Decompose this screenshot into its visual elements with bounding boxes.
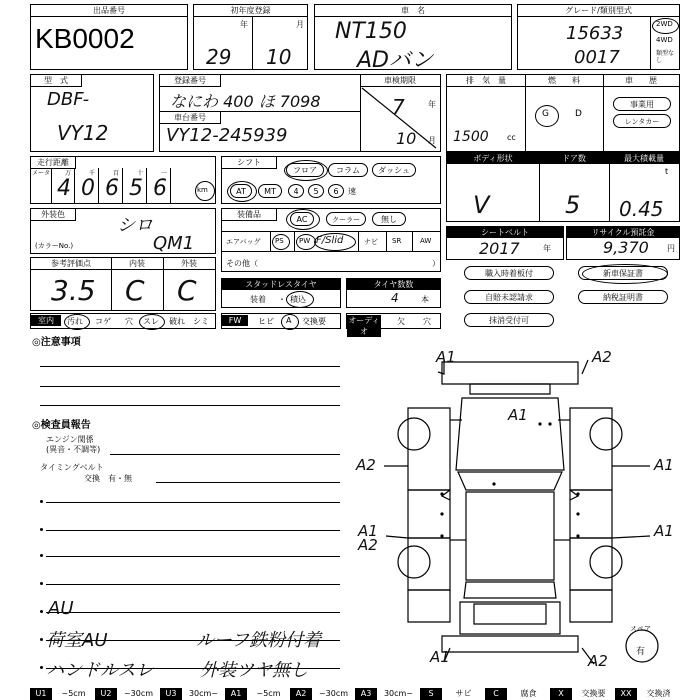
car-name-line2: ADバン bbox=[357, 48, 433, 73]
shift-floor: フロア bbox=[286, 163, 324, 177]
legend-code: X bbox=[550, 688, 572, 700]
bullet-dot bbox=[40, 610, 43, 613]
bullet-dot bbox=[40, 638, 43, 641]
interior-row bbox=[30, 313, 216, 329]
meter-label: メータ bbox=[31, 168, 52, 203]
tire-count-label: タイヤ数数 bbox=[347, 279, 440, 290]
first-reg-year: 29 bbox=[206, 45, 232, 69]
history-label: 車 歴 bbox=[625, 76, 657, 85]
color-box bbox=[30, 208, 216, 254]
shift-floor-circle bbox=[284, 160, 328, 181]
fw-a: A bbox=[286, 316, 292, 325]
equip-other-label: その他（ bbox=[226, 259, 258, 268]
interior-hole: 穴 bbox=[125, 317, 133, 326]
timing-label: タイミングベルト bbox=[40, 463, 104, 472]
studless-label: スタッドレスタイヤ bbox=[222, 279, 340, 290]
mileage-digit-cell bbox=[123, 168, 147, 203]
chassis-value: VY12-245939 bbox=[166, 125, 288, 146]
car-name-label: 車 名 bbox=[315, 5, 511, 17]
mileage-digit: 5 bbox=[129, 176, 143, 201]
legend-text: ~5cm bbox=[61, 689, 86, 698]
inspector-title: ◎検査員報告 bbox=[32, 420, 91, 431]
shift-at-circle bbox=[227, 181, 257, 202]
seatbelt-year: 2017 bbox=[479, 239, 520, 258]
mileage-digit: 0 bbox=[81, 176, 95, 201]
equipment-label: 装備品 bbox=[222, 209, 277, 221]
model-prefix: DBF- bbox=[47, 89, 90, 110]
doc-item-5: 納税証明書 bbox=[578, 290, 668, 304]
doc-item-3: 抹消受付可 bbox=[464, 313, 554, 327]
mileage-unit: 千 bbox=[89, 170, 96, 177]
interior-score: C bbox=[125, 274, 145, 307]
model-code: VY12 bbox=[57, 121, 109, 145]
tire-count-unit: 本 bbox=[421, 295, 429, 304]
note-line bbox=[46, 584, 340, 585]
score-box bbox=[30, 257, 216, 311]
shift-dash: ダッシュ bbox=[372, 163, 416, 177]
drive-4wd: 4WD bbox=[656, 36, 673, 44]
month-unit-label: 月 bbox=[296, 20, 304, 29]
spare-value: 有 bbox=[636, 647, 646, 657]
recycle-label: リサイクル預託金 bbox=[567, 227, 679, 238]
first-reg-month: 10 bbox=[266, 45, 292, 69]
equip-airbag: エアバッグ bbox=[226, 238, 261, 246]
seatbelt-label: シートベルト bbox=[447, 227, 563, 238]
damage-legend bbox=[30, 688, 680, 700]
studless-box bbox=[221, 278, 341, 308]
bullet-dot bbox=[40, 554, 43, 557]
legend-text: ~30cm bbox=[318, 689, 349, 698]
mark-rear-left: A1 bbox=[430, 648, 450, 666]
exterior-score-label: 外装 bbox=[181, 259, 197, 268]
fw-crack: ヒビ bbox=[258, 317, 274, 326]
overall-score-label: 参考評価点 bbox=[51, 259, 91, 268]
studless-sep: ・ bbox=[278, 295, 286, 304]
exterior-color-value: シロ bbox=[117, 215, 153, 236]
audio-hole: 穴 bbox=[423, 317, 431, 326]
engine-fuel-box bbox=[446, 74, 680, 152]
equip-fslid: F/Slid bbox=[316, 235, 344, 246]
mileage-unit: 百 bbox=[113, 170, 120, 177]
type-code: 0017 bbox=[574, 47, 620, 68]
equip-pw-circle bbox=[296, 234, 316, 250]
doc-item-1: 職入時着板付 bbox=[464, 266, 554, 280]
equip-aw: AW bbox=[420, 237, 432, 245]
body-shape-value: V bbox=[473, 191, 490, 219]
audio-missing: 欠 bbox=[397, 317, 405, 326]
legend-code: A1 bbox=[225, 688, 247, 700]
drive-2wd: 2WD bbox=[656, 20, 673, 28]
shift-6: 6 bbox=[328, 184, 344, 198]
mark-left-rear-2: A2 bbox=[358, 536, 378, 554]
studless-loaded-circle bbox=[286, 291, 314, 308]
legend-text: 30cm~ bbox=[383, 689, 414, 698]
mark-left-rear: A1 bbox=[358, 522, 378, 540]
legend-code: A2 bbox=[290, 688, 312, 700]
note-line bbox=[46, 556, 340, 557]
overall-score: 3.5 bbox=[51, 274, 96, 307]
exterior-color-label: 外装色 bbox=[31, 209, 76, 221]
bullet-dot bbox=[40, 582, 43, 585]
audio-row-label: オーディオ bbox=[348, 316, 380, 336]
max-load-label: 最大積載量 bbox=[624, 154, 664, 163]
equip-ps-circle bbox=[272, 234, 290, 250]
model-label: 型 式 bbox=[31, 75, 82, 87]
plate-value: なにわ 400 ほ 7098 bbox=[170, 92, 321, 111]
interior-burn: コゲ bbox=[95, 317, 111, 326]
legend-code: A3 bbox=[355, 688, 377, 700]
note-line bbox=[46, 502, 340, 503]
history-commercial: 事業用 bbox=[613, 97, 671, 111]
interior-tear: 破れ bbox=[169, 317, 185, 326]
interior-dirt-circle bbox=[64, 314, 90, 330]
interior-rub: スレ bbox=[143, 317, 159, 326]
note-steering: ハンドルスレ bbox=[46, 660, 154, 681]
tire-count-value: 4 bbox=[391, 291, 399, 305]
interior-row-label: 室内 bbox=[31, 315, 61, 326]
caution-title: ◎注意事項 bbox=[32, 337, 81, 348]
engine-sub: (異音・不調等) bbox=[46, 445, 101, 454]
inspection-month-unit: 月 bbox=[428, 136, 436, 145]
fuel-g: G bbox=[542, 109, 549, 119]
displacement-label: 排 気 量 bbox=[466, 76, 506, 85]
color-no-label: (カラーNo.) bbox=[35, 242, 74, 250]
note-au: AU bbox=[48, 598, 74, 619]
shift-4: 4 bbox=[288, 184, 304, 198]
equip-other-close: ） bbox=[432, 259, 440, 268]
legend-code: U3 bbox=[160, 688, 182, 700]
legend-text: 交換済 bbox=[646, 689, 671, 698]
mileage-digit: 6 bbox=[153, 176, 167, 201]
equip-cooler: クーラー bbox=[326, 212, 366, 226]
mileage-digit: 6 bbox=[105, 176, 119, 201]
max-load-value: 0.45 bbox=[619, 197, 664, 221]
plate-label: 登録番号 bbox=[160, 75, 221, 87]
tire-count-box bbox=[346, 278, 441, 308]
equip-fslid-circle bbox=[314, 233, 356, 251]
legend-text: ~5cm bbox=[256, 689, 281, 698]
interior-dirt: 汚れ bbox=[67, 317, 83, 326]
equip-sr: SR bbox=[392, 237, 402, 245]
legend-text: サビ bbox=[455, 689, 472, 698]
legend-code: U1 bbox=[30, 688, 52, 700]
inspection-strike bbox=[360, 86, 440, 151]
inspection-label: 車検期限 bbox=[360, 75, 440, 87]
shift-speed: 速 bbox=[348, 187, 356, 196]
lot-number: KB0002 bbox=[35, 23, 135, 54]
doc-item-4-circle bbox=[582, 264, 668, 284]
chassis-label: 車台番号 bbox=[160, 112, 221, 124]
interior-stain: シミ bbox=[193, 317, 209, 326]
first-registration-box bbox=[193, 4, 308, 70]
recycle-value: 9,370 bbox=[603, 238, 649, 257]
car-name-line1: NT150 bbox=[335, 19, 407, 44]
mark-front-left: A1 bbox=[436, 348, 456, 366]
legend-code: XX bbox=[615, 688, 637, 700]
inspection-year-unit: 年 bbox=[428, 100, 436, 109]
fw-replace: 交換要 bbox=[302, 317, 326, 326]
km-label: km bbox=[197, 186, 208, 194]
note-cargo-au: 荷室AU bbox=[46, 630, 108, 651]
shift-column: コラム bbox=[328, 163, 368, 177]
engine-label: エンジン関係 bbox=[46, 435, 94, 444]
model-box bbox=[30, 74, 154, 152]
fuel-d: D bbox=[575, 109, 582, 119]
drive-none: 類型なし bbox=[656, 50, 675, 64]
registration-box bbox=[159, 74, 441, 152]
legend-code: S bbox=[420, 688, 442, 700]
bullet-dot bbox=[40, 500, 43, 503]
bullet-dot bbox=[40, 666, 43, 669]
mark-hood: A1 bbox=[508, 406, 528, 424]
equip-ac: AC bbox=[290, 212, 314, 226]
inspection-year: 7 bbox=[392, 95, 405, 119]
shift-at: AT bbox=[230, 184, 252, 198]
shift-box bbox=[221, 156, 441, 204]
equip-ps: PS bbox=[275, 237, 284, 245]
year-unit-label: 年 bbox=[240, 20, 248, 29]
mark-right-rear: A1 bbox=[654, 522, 674, 540]
doc-item-2: 自賠未認請求 bbox=[464, 290, 554, 304]
grade-box bbox=[517, 4, 680, 70]
recycle-unit: 円 bbox=[667, 244, 675, 253]
grade-code: 15633 bbox=[566, 23, 624, 44]
legend-text: 30cm~ bbox=[188, 689, 219, 698]
displacement-value: 1500 bbox=[453, 129, 489, 145]
seatbelt-year-unit: 年 bbox=[543, 244, 551, 253]
body-shape-label: ボディ形状 bbox=[473, 154, 513, 163]
note-roof: ルーフ鉄粉付着 bbox=[196, 630, 322, 651]
audio-row bbox=[346, 313, 441, 336]
equip-pw: PW bbox=[299, 237, 311, 245]
equip-navi: ナビ bbox=[364, 238, 378, 246]
mileage-unit: 十 bbox=[137, 170, 144, 177]
mileage-digit-cell bbox=[51, 168, 75, 203]
displacement-unit: cc bbox=[507, 133, 516, 142]
equipment-box bbox=[221, 208, 441, 272]
equip-ac-circle bbox=[286, 209, 320, 230]
mileage-digit-cell bbox=[147, 168, 171, 203]
note-line bbox=[46, 530, 340, 531]
body-box bbox=[446, 152, 680, 222]
note-exterior: 外装ツヤ無し bbox=[200, 660, 308, 681]
equip-none: 無し bbox=[372, 212, 406, 226]
fuel-label: 燃 料 bbox=[548, 76, 580, 85]
shift-mt: MT bbox=[258, 184, 282, 198]
doc-item-4: 新車保証書 bbox=[578, 266, 668, 280]
lot-number-box bbox=[30, 4, 188, 70]
bullet-dot bbox=[40, 528, 43, 531]
doors-label: ドア数 bbox=[562, 154, 586, 163]
mileage-box bbox=[30, 156, 216, 204]
legend-text: 交換要 bbox=[581, 689, 606, 698]
note-line bbox=[46, 612, 340, 613]
history-rental: レンタカー bbox=[613, 114, 671, 128]
legend-code: C bbox=[485, 688, 507, 700]
recycle-box bbox=[566, 226, 680, 260]
car-name-box bbox=[314, 4, 512, 73]
shift-label: シフト bbox=[222, 157, 277, 169]
legend-text: ~30cm bbox=[123, 689, 154, 698]
studless-loaded: 積込 bbox=[290, 295, 306, 304]
mileage-unit: 万 bbox=[65, 170, 72, 177]
exterior-score: C bbox=[177, 274, 197, 307]
inspection-month: 10 bbox=[396, 129, 417, 148]
doors-value: 5 bbox=[565, 191, 581, 219]
legend-code: U2 bbox=[95, 688, 117, 700]
mileage-digit: 4 bbox=[57, 176, 71, 201]
fw-a-circle bbox=[281, 314, 299, 330]
studless-mounted: 装着 bbox=[250, 295, 266, 304]
spare-label: スペア bbox=[630, 625, 651, 633]
timing-sub: 交換 有・無 bbox=[84, 474, 132, 483]
interior-score-label: 内装 bbox=[129, 259, 145, 268]
mark-front-right: A2 bbox=[592, 348, 612, 366]
legend-text: 腐食 bbox=[520, 689, 537, 698]
max-load-unit: t bbox=[665, 167, 669, 176]
lot-number-label: 出品番号 bbox=[31, 5, 187, 17]
fw-row-label: FW bbox=[222, 315, 248, 326]
first-registration-label: 初年度登録 bbox=[194, 5, 307, 17]
mark-left-front-door: A2 bbox=[356, 456, 376, 474]
mileage-unit: 一 bbox=[161, 170, 168, 177]
fw-row bbox=[221, 313, 341, 329]
mileage-label: 走行距離 bbox=[31, 157, 76, 169]
mark-rear-right: A2 bbox=[588, 652, 608, 670]
shift-5: 5 bbox=[308, 184, 324, 198]
interior-rub-circle bbox=[139, 314, 165, 330]
color-no-value: QM1 bbox=[153, 233, 195, 254]
mileage-digit-cell bbox=[75, 168, 99, 203]
mileage-digit-cell bbox=[99, 168, 123, 203]
grade-label: グレード/類別型式 bbox=[518, 5, 679, 17]
mark-right-front-door: A1 bbox=[654, 456, 674, 474]
seatbelt-box bbox=[446, 226, 564, 260]
